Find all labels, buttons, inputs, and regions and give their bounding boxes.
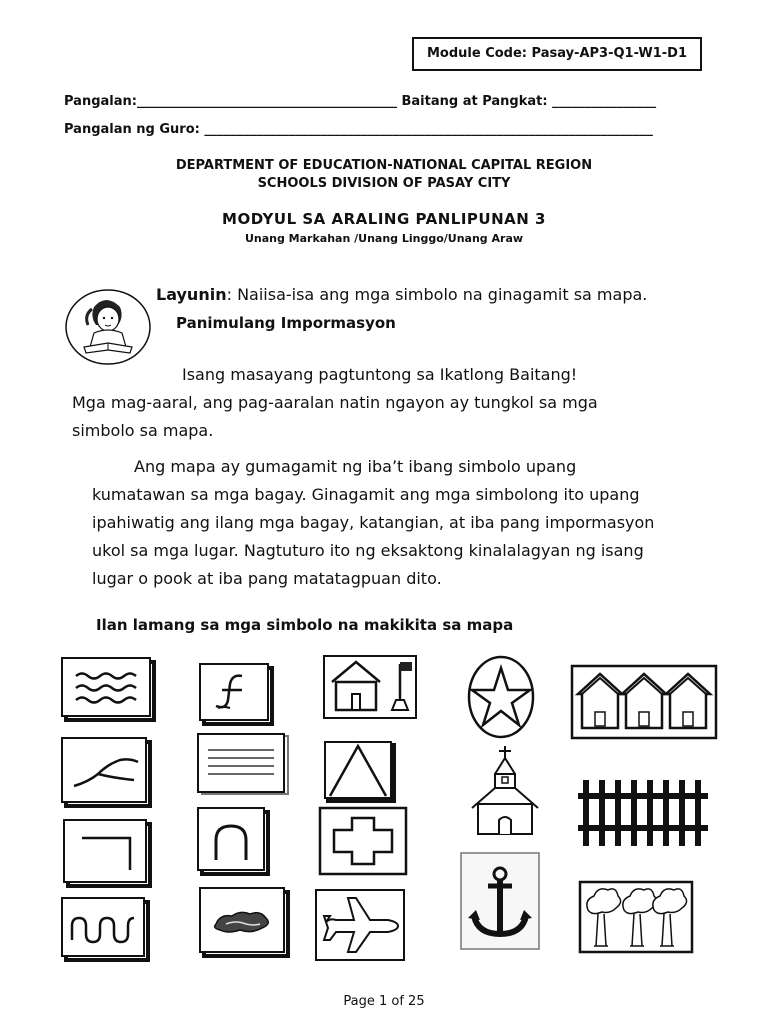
department-header: DEPARTMENT OF EDUCATION-NATIONAL CAPITAL REGION bbox=[175, 158, 593, 173]
intro-heading: Panimulang Impormasyon bbox=[176, 314, 396, 332]
ocean-waves-symbol bbox=[58, 656, 158, 724]
body-line-1: Ang mapa ay gumagamit ng iba’t ibang simbolo upang bbox=[134, 457, 577, 476]
arch-symbol bbox=[194, 806, 272, 878]
body-line-3: ipahiwatig ang ilang mga bagay, katangian, at iba pang impormasyon bbox=[92, 513, 655, 532]
capital-star-symbol bbox=[466, 654, 536, 740]
intro-line-3: simbolo sa mapa. bbox=[72, 421, 214, 440]
objective-text: Naiisa-isa ang mga simbolo na ginagamit sa mapa. bbox=[231, 285, 648, 304]
girl-reading-illustration bbox=[64, 287, 156, 371]
page-number: Page 1 of 25 bbox=[343, 994, 425, 1009]
anchor-port-symbol bbox=[460, 852, 540, 950]
body-line-5: lugar o pook at iba pang matatagpuan dito. bbox=[92, 569, 442, 588]
forest-trees-symbol bbox=[578, 880, 694, 954]
wavy-line-symbol bbox=[58, 896, 152, 964]
railroad-symbol bbox=[574, 774, 712, 852]
lake-symbol bbox=[196, 886, 292, 960]
student-name-line: Pangalan:________________________________________ Baitang at Pangkat: ________________ bbox=[64, 94, 657, 109]
module-subtitle: Unang Markahan /Unang Linggo/Unang Araw bbox=[244, 232, 524, 245]
body-line-4: ukol sa mga lugar. Nagtuturo ito ng eksaktong kinalalagyan ng isang bbox=[92, 541, 644, 560]
church-symbol bbox=[466, 744, 544, 838]
body-line-2: kumatawan sa mga bagay. Ginagamit ang mga simbolong ito upang bbox=[92, 485, 640, 504]
wall-corner-symbol bbox=[60, 818, 154, 890]
division-header: SCHOOLS DIVISION OF PASAY CITY bbox=[257, 176, 511, 191]
mountain-symbol bbox=[322, 740, 398, 804]
objective-colon: : bbox=[226, 285, 232, 304]
symbols-heading: Ilan lamang sa mga simbolo na makikita sa mapa bbox=[96, 616, 514, 634]
module-code-box: Module Code: Pasay-AP3-Q1-W1-D1 bbox=[412, 37, 702, 71]
hospital-cross-symbol bbox=[318, 806, 410, 876]
river-branch-symbol bbox=[58, 736, 154, 810]
school-symbol bbox=[322, 654, 418, 720]
intro-line-2: Mga mag-aaral, ang pag-aaralan natin ngayon ay tungkol sa mga bbox=[72, 393, 598, 412]
objective-label: Layunin bbox=[156, 285, 227, 304]
airport-plane-symbol bbox=[314, 888, 406, 962]
objective-line bbox=[156, 285, 647, 304]
intro-line-1: Isang masayang pagtuntong sa Ikatlong Baitang! bbox=[182, 365, 578, 384]
river-symbol bbox=[196, 662, 276, 728]
road-lines-symbol bbox=[196, 732, 292, 798]
houses-symbol bbox=[570, 664, 718, 740]
teacher-name-line: Pangalan ng Guro: _____________________________________________________________________ bbox=[64, 122, 653, 137]
module-title: MODYUL SA ARALING PANLIPUNAN 3 bbox=[222, 210, 546, 228]
